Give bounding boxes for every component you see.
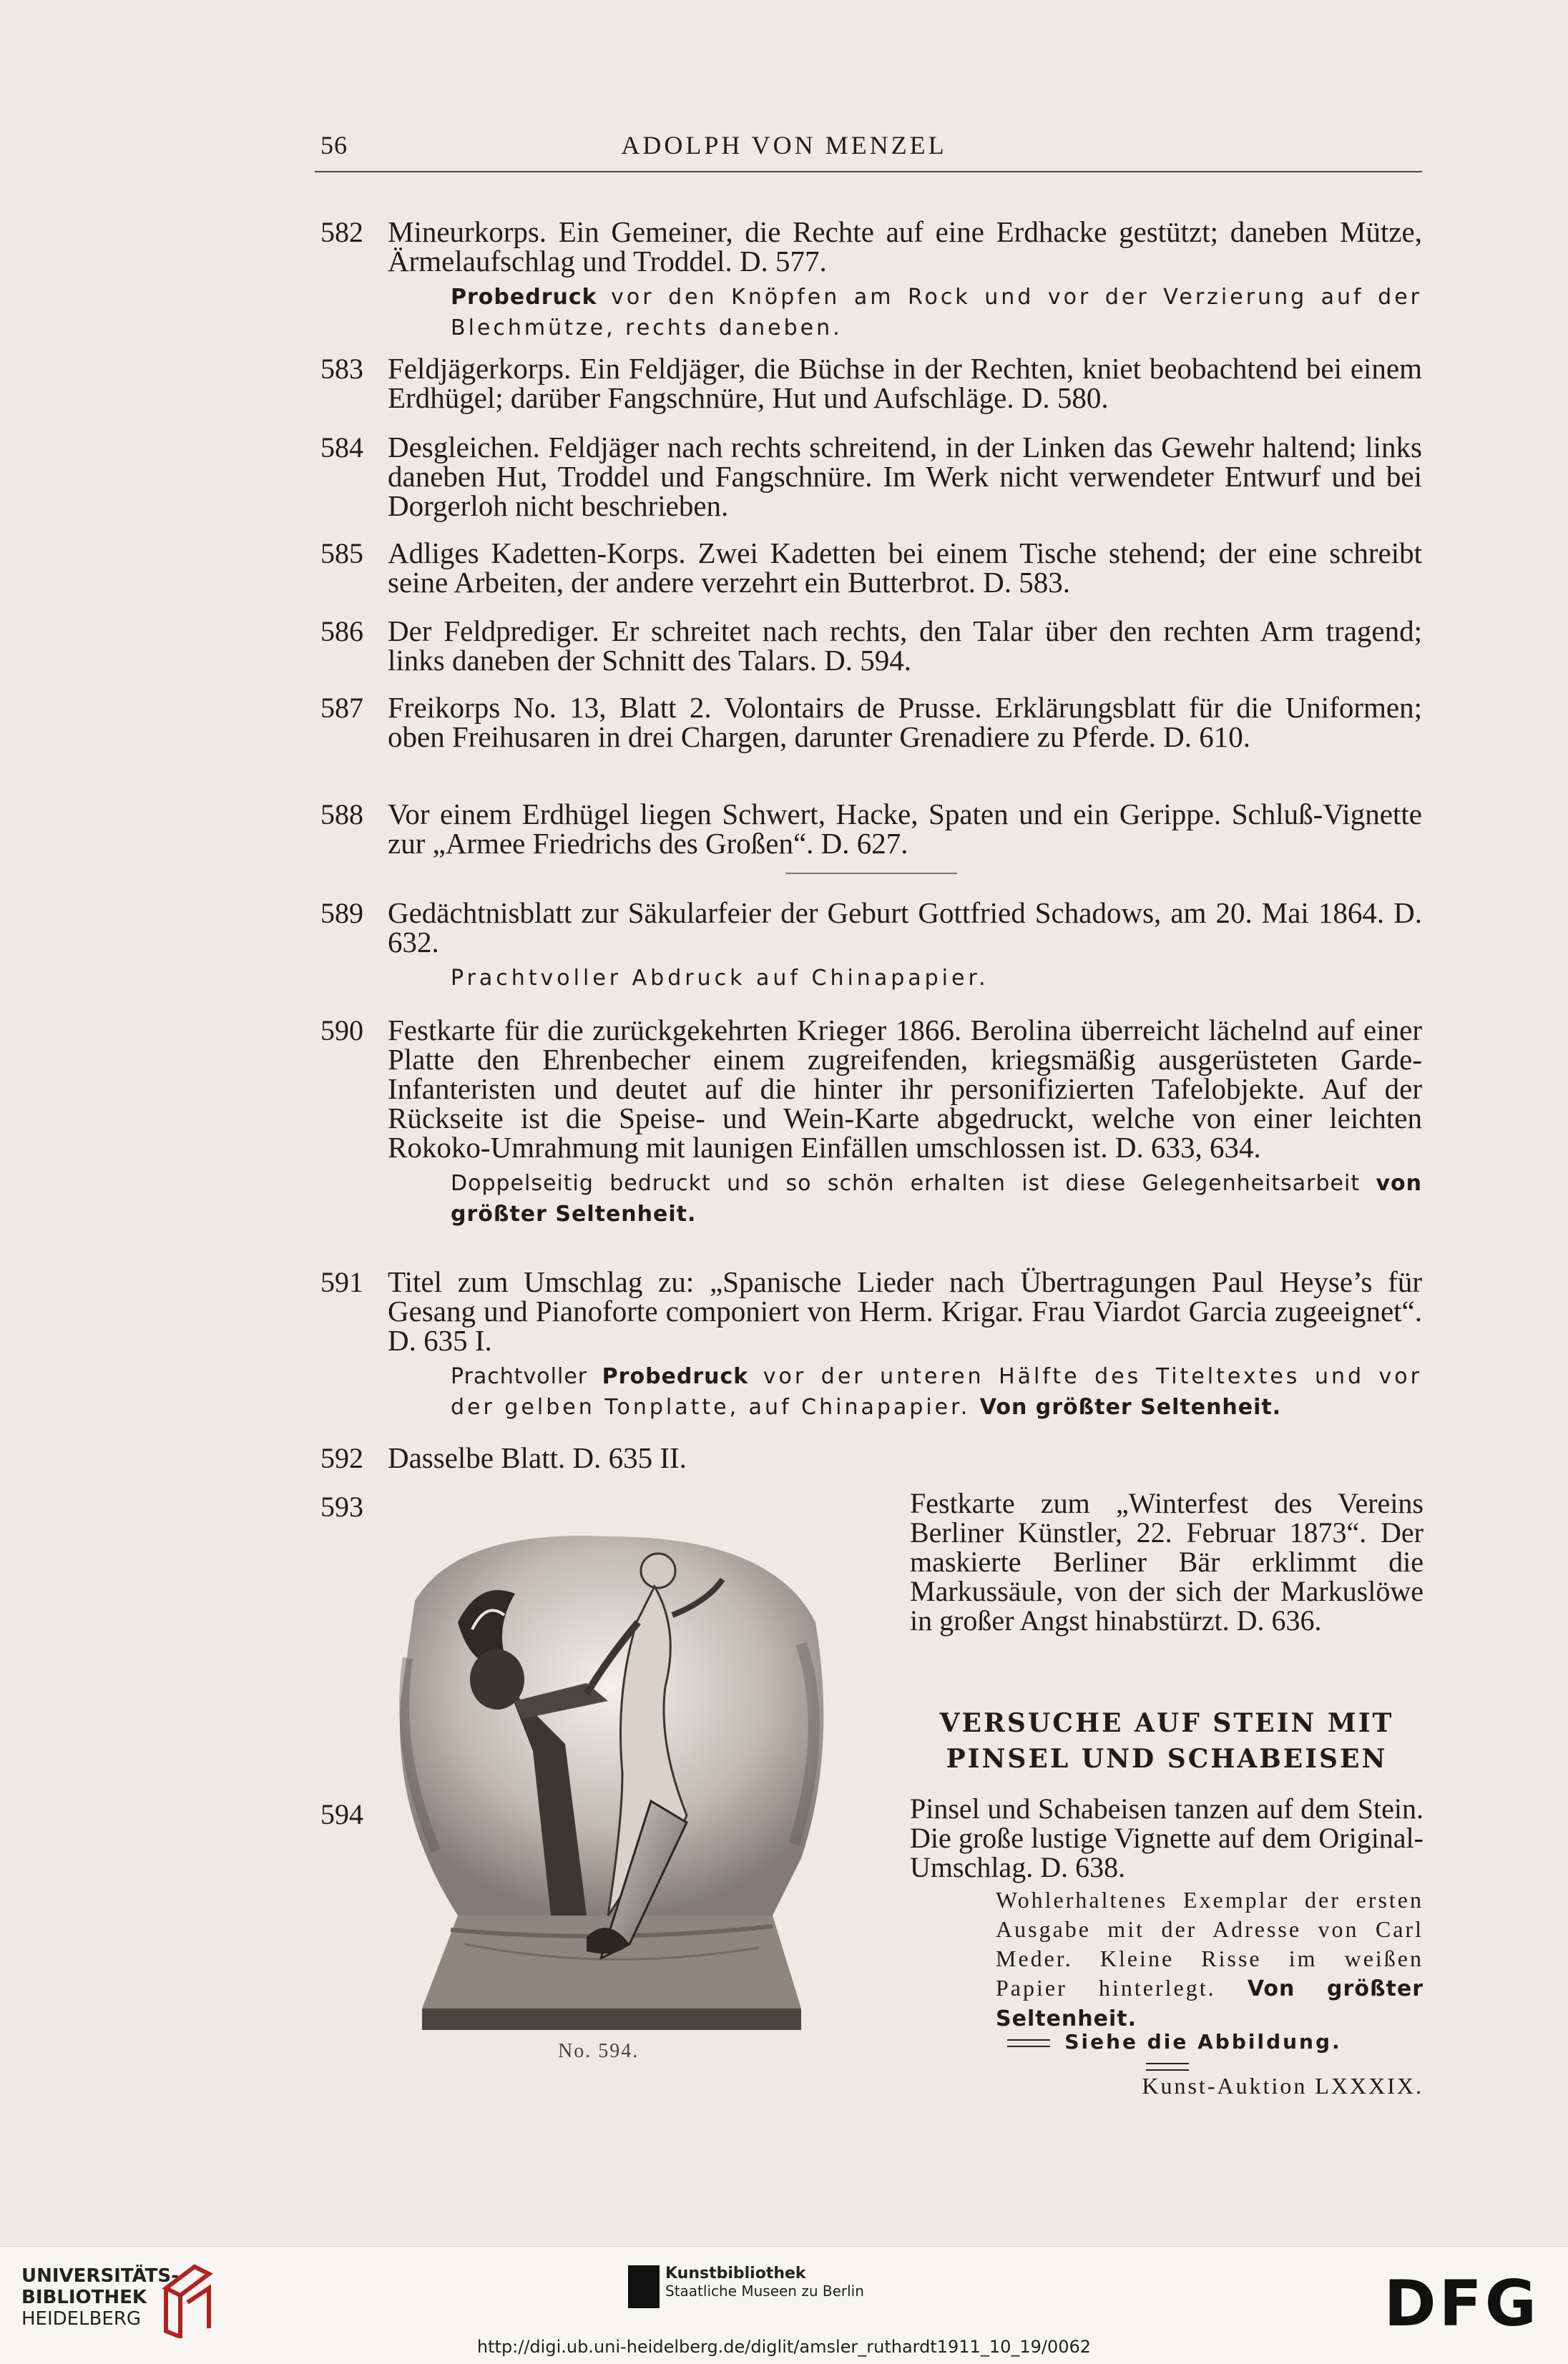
section-heading-line1: VERSUCHE AUF STEIN MIT bbox=[939, 1708, 1394, 1738]
entry-text: Festkarte für die zurückgekehrten Krieger 1866. Berolina überreicht lächelnd auf einer Platte den Ehrenbecher einem zugreifenden, kriegsmäßig ausgerüsteten Garde-Infanteristen und deutet auf die hinter ihr personifizierten Tafelobjekte. Auf der Rückseite ist die Speise- und Wein-Karte abgedruckt, welche von einer leichten Rokoko-Umrahmung mit launigen Einfällen umschlossen ist. D. 633, 634. bbox=[388, 1014, 1422, 1164]
entry-text: Titel zum Umschlag zu: „Spanische Lieder nach Übertragungen Paul Heyse’s für Gesang und Pianoforte componiert von Herm. Krigar. Frau Viardot Garcia zugeeignet“. D. 635 I. bbox=[388, 1265, 1422, 1357]
entry-number: 582 bbox=[320, 216, 363, 248]
note-text: Doppelseitig bedruckt und so schön erhalten ist diese Gelegenheitsarbeit bbox=[451, 1171, 1361, 1196]
permalink-url[interactable]: http://digi.ub.uni-heidelberg.de/diglit/amsler_ruthardt1911_10_19/0062 bbox=[476, 2337, 1092, 2357]
note-text: Wohlerhaltenes Exemplar der ersten Ausgabe mit der Adresse von Carl Meder. Kleine Risse im weißen Papier hinterlegt. bbox=[996, 1887, 1424, 2001]
ub-line2: BIBLIOTHEK bbox=[21, 2287, 147, 2308]
entry-text: Mineurkorps. Ein Gemeiner, die Rechte auf eine Erdhacke gestützt; daneben Mütze, Ärmelaufschlag und Troddel. D. 577. bbox=[388, 215, 1422, 278]
entry-number: 590 bbox=[320, 1014, 363, 1046]
note-text: vor der unteren Hälfte des Titeltextes und vor der gelben Tonplatte, auf Chinapapier. bbox=[451, 1364, 1422, 1420]
entry-text: Der Feldprediger. Er schreitet nach rechts, den Talar über den rechten Arm tragend; links daneben der Schnitt des Talars. D. 594. bbox=[388, 614, 1422, 677]
entry-594-note bbox=[996, 1885, 1424, 2034]
see-figure-label: Siehe die Abbildung. bbox=[981, 2030, 1353, 2077]
auction-label: Kunst-Auktion LXXXIX. bbox=[1142, 2073, 1424, 2099]
note-bold: Probedruck bbox=[451, 285, 597, 310]
figure-caption: No. 594. bbox=[558, 2040, 640, 2062]
note-pre: Prachtvoller bbox=[451, 1364, 588, 1389]
catalog-entry-589 bbox=[320, 898, 1422, 994]
entry-text: Desgleichen. Feldjäger nach rechts schreitend, in der Linken das Gewehr haltend; links daneben Hut, Troddel und Fangschnüre. Im Werk nicht verwendeter Entwurf und bei Dorgerloh nicht beschrieben. bbox=[388, 431, 1422, 522]
catalog-entry-588 bbox=[320, 800, 1422, 858]
entry-text: Pinsel und Schabeisen tanzen auf dem Stein. Die große lustige Vignette auf dem Original-Umschlag. D. 638. bbox=[910, 1792, 1424, 1883]
entry-text: Vor einem Erdhügel liegen Schwert, Hacke, Spaten und ein Gerippe. Schluß-Vignette zur „Armee Friedrichs des Großen“. D. 627. bbox=[388, 798, 1422, 860]
catalog-entry-587 bbox=[320, 693, 1422, 752]
note-bold: Von größter Seltenheit. bbox=[996, 1976, 1424, 2031]
catalog-entry-582 bbox=[320, 217, 1422, 343]
entry-number: 589 bbox=[320, 897, 363, 929]
catalog-entry-583 bbox=[320, 354, 1422, 413]
entry-text: Dasselbe Blatt. D. 635 II. bbox=[388, 1441, 687, 1474]
kb-title: Kunstbibliothek bbox=[665, 2265, 806, 2282]
ub-heidelberg-logo[interactable] bbox=[21, 2265, 179, 2330]
catalog-entry-586 bbox=[320, 614, 1422, 677]
entry-note bbox=[451, 1361, 1422, 1423]
kunstbibliothek-icon bbox=[628, 2265, 660, 2308]
running-title: ADOLPH VON MENZEL bbox=[621, 131, 947, 160]
separator-rule bbox=[785, 873, 957, 874]
entry-number: 587 bbox=[320, 692, 363, 724]
entry-text: Gedächtnisblatt zur Säkularfeier der Geburt Gottfried Schadows, am 20. Mai 1864. D. 632. bbox=[388, 896, 1422, 958]
entry-number: 584 bbox=[320, 431, 363, 464]
entry-number: 585 bbox=[320, 537, 363, 569]
dfg-logo[interactable]: DFG bbox=[1383, 2267, 1539, 2340]
viewer-footer bbox=[0, 2246, 1568, 2364]
entry-593-text-block bbox=[910, 1488, 1424, 1635]
ub-line1: UNIVERSITÄTS- bbox=[21, 2265, 179, 2287]
header-rule bbox=[315, 171, 1422, 172]
catalog-entry-584 bbox=[320, 433, 1422, 521]
ub-logo-icon bbox=[159, 2260, 216, 2338]
entry-text: Festkarte zum „Winterfest des Vereins Berliner Künstler, 22. Februar 1873“. Der maskierte Berliner Bär erklimmt die Markussäule, von der sich der Markuslöwe in großer Angst hinabstürzt. D. 636. bbox=[910, 1487, 1424, 1637]
entry-note: Prachtvoller Abdruck auf Chinapapier. bbox=[451, 966, 989, 991]
catalog-entry-585 bbox=[320, 536, 1422, 599]
entry-number: 591 bbox=[320, 1266, 363, 1298]
entry-number: 592 bbox=[320, 1442, 363, 1474]
entry-594-text-block bbox=[910, 1794, 1424, 1882]
entry-number: 583 bbox=[320, 353, 363, 385]
lithograph-illustration bbox=[372, 1515, 844, 2037]
page-number: 56 bbox=[320, 131, 348, 160]
section-heading bbox=[910, 1705, 1424, 1777]
entry-text: Freikorps No. 13, Blatt 2. Volontairs de Prusse. Erklärungsblatt für die Uniformen; oben Freihusaren in drei Chargen, darunter Grenadiere zu Pferde. D. 610. bbox=[388, 691, 1422, 753]
entry-text: Adliges Kadetten-Korps. Zwei Kadetten bei einem Tische stehend; der eine schreibt seine Arbeiten, der andere verzehrt ein Butterbrot. D. 583. bbox=[388, 536, 1422, 599]
note-bold-end: Von größter Seltenheit. bbox=[979, 1395, 1282, 1420]
kunstbibliothek-logo[interactable] bbox=[665, 2265, 864, 2300]
entry-text: Feldjägerkorps. Ein Feldjäger, die Büchse in der Rechten, kniet beobachtend bei einem Erdhügel; darüber Fangschnüre, Hut und Aufschläge. D. 580. bbox=[388, 352, 1422, 414]
catalog-entry-591 bbox=[320, 1267, 1422, 1423]
entry-number: 586 bbox=[320, 615, 363, 647]
ub-line3: HEIDELBERG bbox=[21, 2308, 142, 2330]
section-heading-line2: PINSEL UND SCHABEISEN bbox=[946, 1744, 1388, 1774]
entry-number: 593 bbox=[320, 1491, 363, 1523]
entry-note bbox=[451, 282, 1422, 343]
note-bold: von größter Seltenheit. bbox=[451, 1171, 1422, 1227]
note-bold: Probedruck bbox=[602, 1364, 749, 1389]
entry-number: 594 bbox=[320, 1798, 363, 1830]
entry-note bbox=[451, 1168, 1422, 1230]
note-text: vor den Knöpfen am Rock und vor der Verzierung auf der Blechmütze, rechts daneben. bbox=[451, 285, 1422, 340]
kb-subtitle: Staatliche Museen zu Berlin bbox=[665, 2282, 864, 2300]
entry-number: 588 bbox=[320, 798, 363, 830]
catalog-entry-590 bbox=[320, 1016, 1422, 1230]
catalog-entry-592 bbox=[320, 1443, 1422, 1473]
